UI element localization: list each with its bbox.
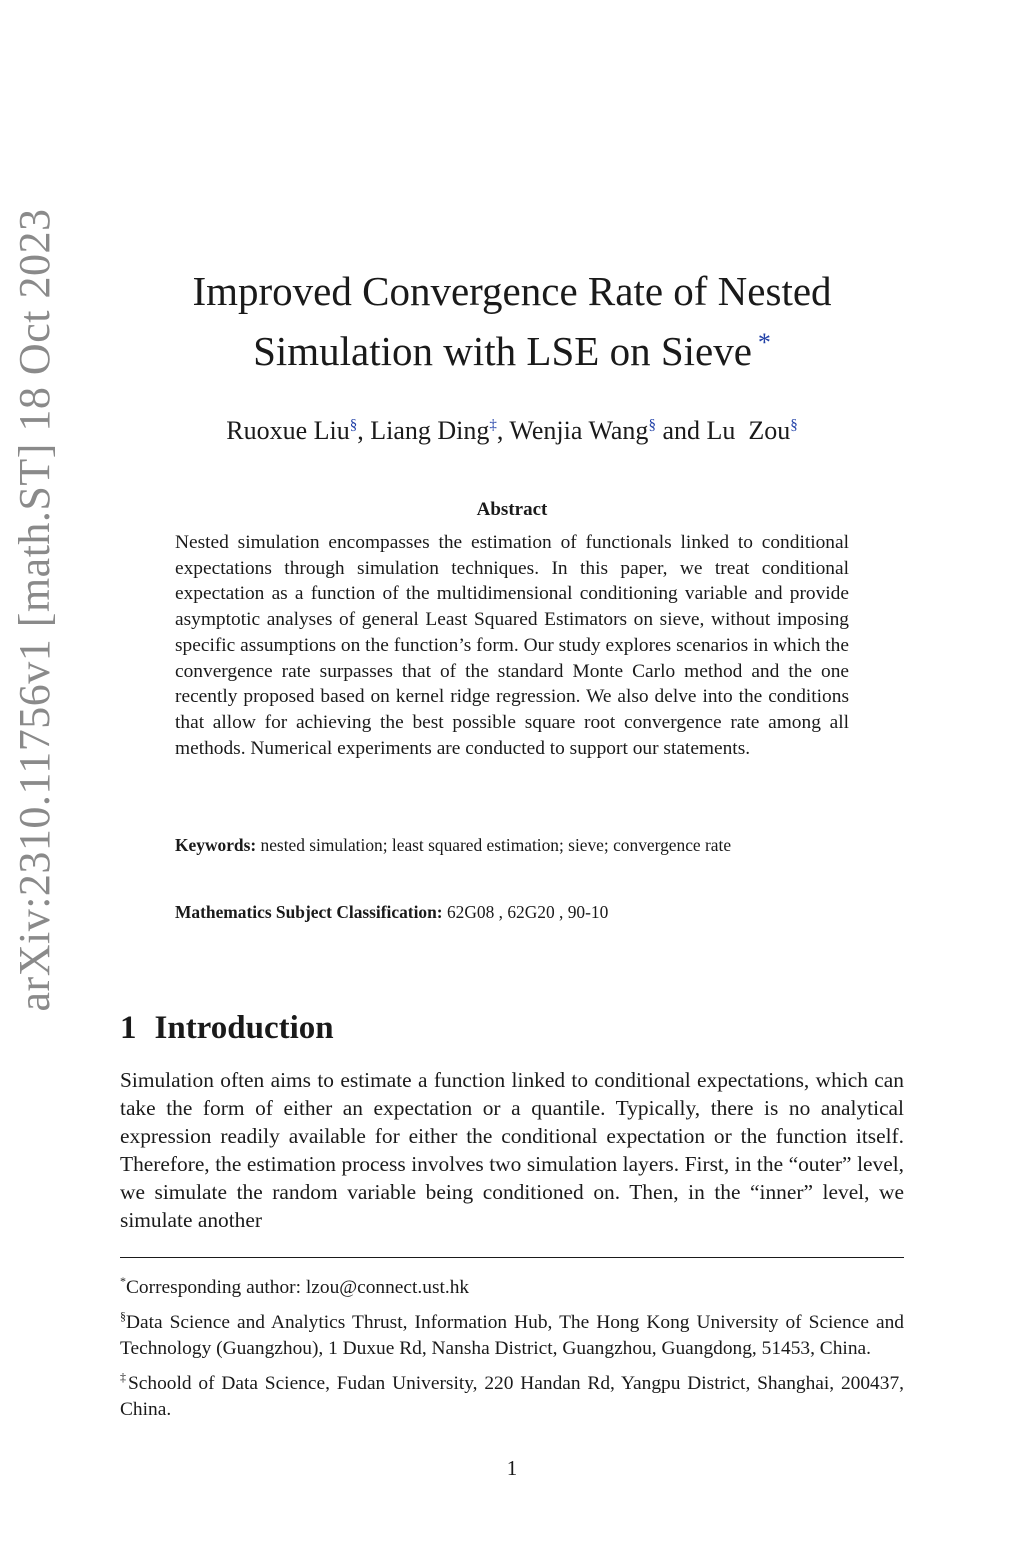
author-name: Ruoxue Liu (226, 416, 350, 445)
arxiv-sidebar-stamp: arXiv:2310.11756v1 [math.ST] 18 Oct 2023 (10, 208, 59, 1012)
footnote-text: Corresponding author: lzou@connect.ust.hk (126, 1277, 470, 1298)
footnote-rule (120, 1257, 904, 1258)
keywords-label: Keywords: (175, 835, 257, 855)
author-affiliation-link[interactable]: § (648, 417, 656, 433)
footnote-mark: ‡ (120, 1370, 128, 1384)
author-separator: and (655, 416, 707, 445)
title-footnote-link[interactable]: * (757, 328, 771, 357)
intro-paragraph: Simulation often aims to estimate a function linked to conditional expectations, which can take the form of either an expectation or a quantile. Typically, there is no analytical expression readily available for either the conditional expectation or the function itself. Therefore, the estimation process involves two simulation layers. First, in the “outer” level, we simulate the random variable being conditioned on. Then, in the “inner” level, we simulate another (120, 1068, 904, 1232)
title-line-1: Improved Convergence Rate of Nested (192, 268, 832, 314)
footnote-mark: § (120, 1309, 126, 1323)
title-line-2-text: Simulation with LSE on Sieve (253, 328, 752, 374)
author-name: Wenjia Wang (509, 416, 649, 445)
author-affiliation-link[interactable]: § (790, 417, 798, 433)
author-list (120, 408, 904, 448)
footnote-mark: * (120, 1274, 126, 1288)
keywords-text: nested simulation; least squared estimation; sieve; convergence rate (260, 835, 732, 855)
footnote (120, 1303, 904, 1362)
author-separator: , (496, 416, 510, 445)
section-number: 1 (120, 1010, 137, 1046)
page-number: 1 (506, 1456, 518, 1480)
footnote-text: Data Science and Analytics Thrust, Information Hub, The Hong Kong University of Science and Technology (Guangzhou), 1 Duxue Rd, Nansha District, Guangzhou, Guangdong, 51453, China. (120, 1312, 904, 1359)
footnotes (120, 1268, 904, 1425)
footnote (120, 1364, 904, 1423)
msc-codes: 62G08 , 62G20 , 90-10 (446, 902, 609, 922)
footnote-text: Schoold of Data Science, Fudan University, 220 Handan Rd, Yangpu District, Shanghai, 200437, China. (120, 1373, 904, 1420)
section-heading (120, 1008, 334, 1048)
author-name: Liang Ding (370, 416, 490, 445)
abstract-heading: Abstract (476, 499, 548, 520)
paper-title (140, 265, 884, 377)
author-separator: , (357, 416, 371, 445)
title-line-2 (140, 317, 884, 377)
keywords (175, 834, 849, 856)
author-name: Lu Zou (706, 416, 791, 445)
abstract-text: Nested simulation encompasses the estimation of functionals linked to conditional expectations through simulation techniques. In this paper, we treat conditional expectation as a function of the multidimensional conditioning variable and provide asymptotic analyses of general Least Squared Estimators on sieve, without imposing specific assumptions on the function’s form. Our study explores scenarios in which the convergence rate surpasses that of the standard Monte Carlo method and the one recently proposed based on kernel ridge regression. We also delve into the conditions that allow for achieving the best possible square root convergence rate among all methods. Numerical experiments are conducted to support our statements. (175, 532, 849, 759)
msc-classification (175, 901, 849, 923)
author-affiliation-link[interactable]: § (349, 417, 358, 433)
author-affiliation-link[interactable]: ‡ (489, 417, 497, 433)
section-title: Introduction (154, 1010, 334, 1046)
msc-label: Mathematics Subject Classification: (175, 902, 443, 922)
footnote (120, 1268, 904, 1301)
